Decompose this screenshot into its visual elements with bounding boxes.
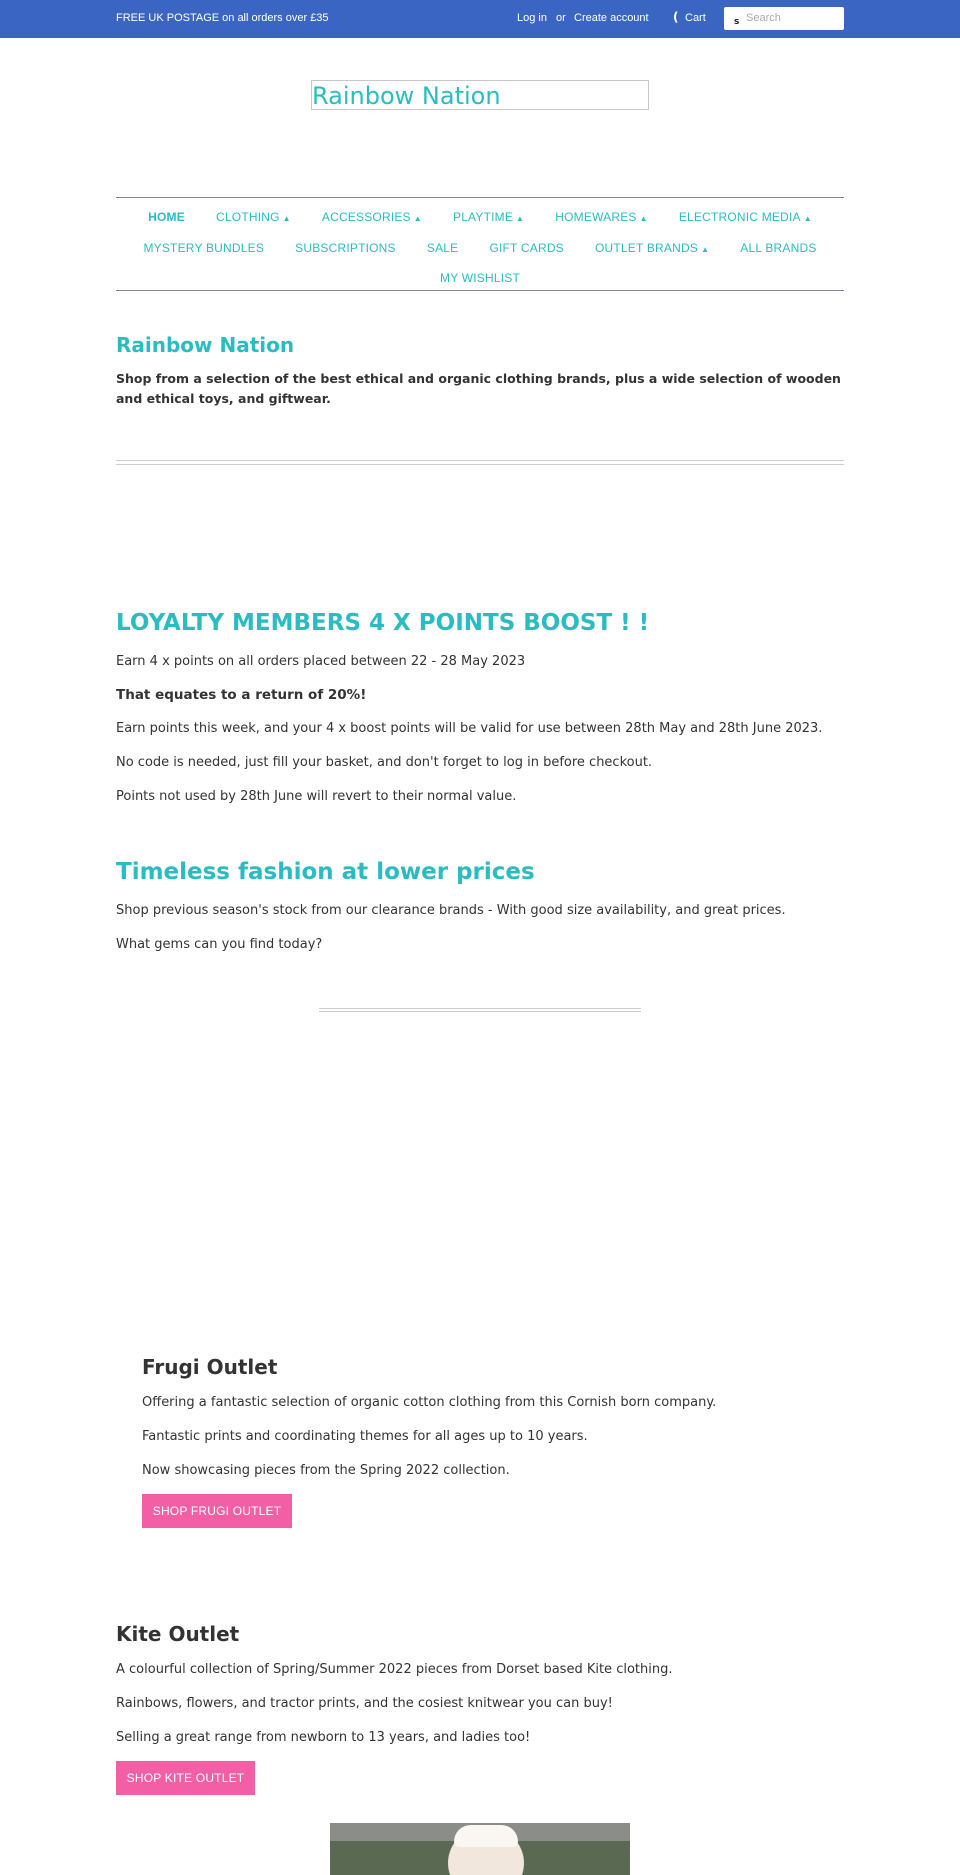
caret-icon: ▲ [413,214,422,223]
timeless-heading: Timeless fashion at lower prices [116,859,535,885]
frugi-text-2: Fantastic prints and coordinating themes for all ages up to 10 years. [142,1429,588,1444]
nav-item-accessories[interactable]: ACCESSORIES ▲ [321,210,422,224]
caret-icon: ▲ [639,214,648,223]
search-icon[interactable]: s [734,17,740,27]
caret-icon: ▲ [516,214,525,223]
search-box[interactable] [724,7,844,30]
shop-frugi-outlet-button[interactable]: SHOP FRUGI OUTLET [142,1494,292,1528]
nav-row-2 [116,237,844,256]
site-logo[interactable] [311,80,649,110]
nav-item-playtime[interactable]: PLAYTIME ▲ [452,210,525,224]
cart-icon[interactable]: ( [673,10,679,24]
nav-item-home[interactable]: HOME [148,210,185,224]
kite-text-1: A colourful collection of Spring/Summer 2022 pieces from Dorset based Kite clothing. [116,1662,673,1677]
frugi-heading: Frugi Outlet [142,1355,278,1379]
search-input[interactable] [746,9,840,27]
nav-item-sale[interactable]: SALE [426,241,459,255]
caret-icon: ▲ [701,245,710,254]
nav-item-electronic-media[interactable]: ELECTRONIC MEDIA ▲ [678,210,812,224]
divider [116,460,844,465]
frugi-text-1: Offering a fantastic selection of organic cotton clothing from this Cornish born company. [142,1395,717,1410]
timeless-text-2: What gems can you find today? [116,937,323,952]
main-nav [116,197,844,291]
loyalty-text-3: Earn points this week, and your 4 x boost points will be valid for use between 28th May and 28th June 2023. [116,721,823,736]
nav-item-homewares[interactable]: HOMEWARES ▲ [555,210,648,224]
nav-item-mystery-bundles[interactable]: MYSTERY BUNDLES [143,241,265,255]
loyalty-heading: LOYALTY MEMBERS 4 X POINTS BOOST ! ! [116,610,650,636]
nav-row-3 [116,267,844,286]
intro-heading: Rainbow Nation [116,333,295,357]
kite-heading: Kite Outlet [116,1622,240,1646]
login-link[interactable]: Log in [517,12,547,24]
loyalty-text-4: No code is needed, just fill your basket, and don't forget to log in before checkout. [116,755,653,770]
nav-item-all-brands[interactable]: ALL BRANDS [740,241,817,255]
shop-kite-outlet-button[interactable]: SHOP KITE OUTLET [116,1761,255,1795]
loyalty-text-1: Earn 4 x points on all orders placed between 22 - 28 May 2023 [116,654,526,669]
create-account-link[interactable]: Create account [574,12,649,24]
nav-item-gift-cards[interactable]: GIFT CARDS [489,241,564,255]
site-logo-text[interactable]: Rainbow Nation [312,82,501,110]
loyalty-text-2: That equates to a return of 20%! [116,687,367,703]
nav-item-my-wishlist[interactable]: MY WISHLIST [440,271,520,285]
cart-link[interactable]: Cart [685,12,706,24]
caret-icon: ▲ [282,214,291,223]
nav-item-outlet-brands[interactable]: OUTLET BRANDS ▲ [595,241,710,255]
caret-icon: ▲ [803,214,812,223]
nav-item-clothing[interactable]: CLOTHING ▲ [216,210,291,224]
timeless-text-1: Shop previous season's stock from our clearance brands - With good size availability, and great prices. [116,903,786,918]
top-bar [0,0,960,38]
kite-text-3: Selling a great range from newborn to 13 years, and ladies too! [116,1730,531,1745]
loyalty-text-5: Points not used by 28th June will revert to their normal value. [116,789,517,804]
or-text: or [556,12,566,24]
child-hair [454,1825,518,1847]
frugi-text-3: Now showcasing pieces from the Spring 2022 collection. [142,1463,510,1478]
kite-text-2: Rainbows, flowers, and tractor prints, and the cosiest knitwear you can buy! [116,1696,613,1711]
intro-text: Shop from a selection of the best ethical and organic clothing brands, plus a wide selection of wooden and ethical toys, and giftwear. [116,371,841,406]
kite-outlet-photo[interactable] [330,1823,630,1875]
divider-short [319,1008,641,1012]
promo-text: FREE UK POSTAGE on all orders over £35 [116,12,329,24]
nav-row-1 [116,206,844,225]
nav-item-subscriptions[interactable]: SUBSCRIPTIONS [295,241,396,255]
